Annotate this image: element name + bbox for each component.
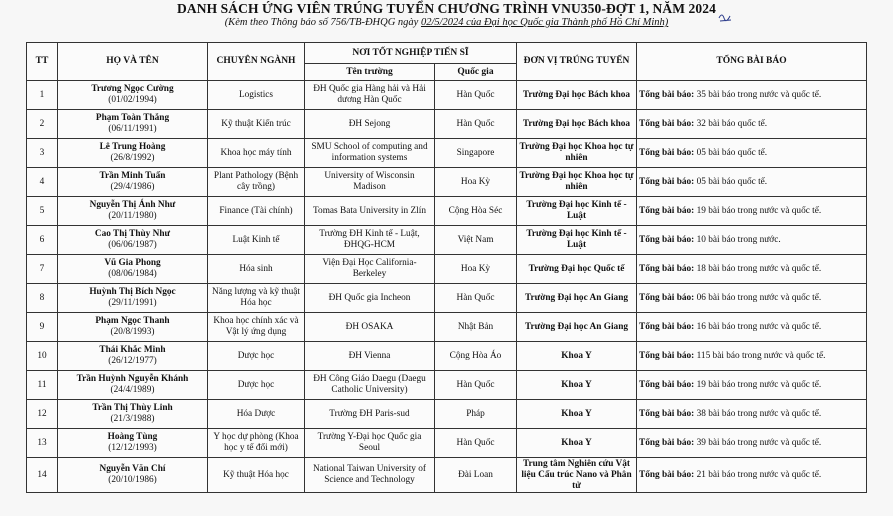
cell-name xyxy=(58,284,208,313)
candidate-dob: (06/06/1987) xyxy=(108,240,157,250)
cell-country: Nhật Bản xyxy=(435,313,517,342)
cell-unit: Khoa Y xyxy=(517,342,637,371)
cell-major: Hóa sinh xyxy=(208,255,305,284)
candidate-name: Cao Thị Thùy Như xyxy=(94,229,171,239)
total-value: 05 bài báo quốc tế. xyxy=(694,147,768,158)
table-row xyxy=(27,168,867,197)
cell-unit: Trung tâm Nghiên cứu Vật liệu Cấu trúc Nano và Phân tử xyxy=(517,458,637,493)
cell-country: Cộng Hòa Áo xyxy=(435,342,517,371)
cell-major: Plant Pathology (Bệnh cây trồng) xyxy=(208,168,305,197)
cell-major: Hóa Dược xyxy=(208,400,305,429)
cell-total xyxy=(637,313,867,342)
cell-major: Khoa học máy tính xyxy=(208,139,305,168)
cell-tt: 11 xyxy=(27,371,58,400)
table-row xyxy=(27,255,867,284)
cell-school: ĐH Vienna xyxy=(305,342,435,371)
signature-mark-icon xyxy=(718,12,732,24)
cell-unit: Trường Đại học Khoa học tự nhiên xyxy=(517,168,637,197)
cell-school: ĐH OSAKA xyxy=(305,313,435,342)
cell-country: Hàn Quốc xyxy=(435,371,517,400)
cell-school: Trường Y-Đại học Quốc gia Seoul xyxy=(305,429,435,458)
cell-total xyxy=(637,458,867,493)
cell-name xyxy=(58,400,208,429)
total-label: Tổng bài báo: xyxy=(639,350,695,361)
cell-tt: 7 xyxy=(27,255,58,284)
table-header-row xyxy=(27,43,867,64)
candidate-dob: (20/10/1986) xyxy=(108,475,157,485)
table-row xyxy=(27,110,867,139)
cell-total xyxy=(637,429,867,458)
cell-total xyxy=(637,400,867,429)
candidate-name: Lê Trung Hoàng xyxy=(99,142,166,152)
candidate-dob: (20/8/1993) xyxy=(110,327,155,337)
cell-unit: Trường Đại học Bách khoa xyxy=(517,81,637,110)
total-label: Tổng bài báo: xyxy=(639,321,695,332)
candidate-name: Trương Ngọc Cường xyxy=(91,84,174,94)
cell-unit: Trường Đại học Kinh tế - Luật xyxy=(517,197,637,226)
cell-tt: 1 xyxy=(27,81,58,110)
cell-unit: Khoa Y xyxy=(517,429,637,458)
header-tt: TT xyxy=(27,43,58,81)
header-country: Quốc gia xyxy=(435,64,517,81)
cell-name xyxy=(58,81,208,110)
table-row xyxy=(27,313,867,342)
subtitle-prefix: (Kèm theo Thông báo số 756/TB-ĐHQG ngày xyxy=(224,17,421,28)
cell-school: SMU School of computing and information systems xyxy=(305,139,435,168)
cell-total xyxy=(637,139,867,168)
total-label: Tổng bài báo: xyxy=(639,118,695,129)
cell-unit: Trường Đại học Bách khoa xyxy=(517,110,637,139)
cell-name xyxy=(58,313,208,342)
cell-school: Trường ĐH Paris-sud xyxy=(305,400,435,429)
total-label: Tổng bài báo: xyxy=(639,263,695,274)
cell-total xyxy=(637,110,867,139)
cell-major: Dược học xyxy=(208,342,305,371)
cell-major: Kỹ thuật Kiến trúc xyxy=(208,110,305,139)
cell-country: Hàn Quốc xyxy=(435,110,517,139)
subtitle-date: 02/5/2024 của Đại học Quốc gia Thành phố Hồ Chí Minh) xyxy=(420,17,669,28)
total-label: Tổng bài báo: xyxy=(639,379,695,390)
cell-name xyxy=(58,458,208,493)
cell-tt: 2 xyxy=(27,110,58,139)
table-row xyxy=(27,284,867,313)
total-value: 05 bài báo quốc tế. xyxy=(694,176,768,187)
candidate-name: Hoàng Tùng xyxy=(107,432,158,442)
candidate-dob: (21/3/1988) xyxy=(110,414,155,424)
table-row xyxy=(27,197,867,226)
cell-tt: 5 xyxy=(27,197,58,226)
cell-tt: 3 xyxy=(27,139,58,168)
table-row xyxy=(27,400,867,429)
candidate-dob: (26/12/1977) xyxy=(108,356,157,366)
candidate-name: Trần Minh Tuấn xyxy=(99,171,166,181)
candidate-dob: (06/11/1991) xyxy=(108,124,157,134)
cell-unit: Trường Đại học Khoa học tự nhiên xyxy=(517,139,637,168)
cell-major: Kỹ thuật Hóa học xyxy=(208,458,305,493)
header-school: Tên trường xyxy=(305,64,435,81)
cell-school: University of Wisconsin Madison xyxy=(305,168,435,197)
cell-tt: 10 xyxy=(27,342,58,371)
cell-country: Việt Nam xyxy=(435,226,517,255)
cell-tt: 14 xyxy=(27,458,58,493)
total-label: Tổng bài báo: xyxy=(639,437,695,448)
cell-name xyxy=(58,139,208,168)
cell-major: Luật Kinh tế xyxy=(208,226,305,255)
cell-country: Pháp xyxy=(435,400,517,429)
cell-country: Đài Loan xyxy=(435,458,517,493)
cell-school: ĐH Quốc gia Hàng hải và Hải dương Hàn Quốc xyxy=(305,81,435,110)
document-title: DANH SÁCH ỨNG VIÊN TRÚNG TUYỂN CHƯƠNG TRÌNH VNU350-ĐỢT 1, NĂM 2024 xyxy=(177,1,716,16)
total-label: Tổng bài báo: xyxy=(639,469,695,480)
total-value: 19 bài báo trong nước và quốc tế. xyxy=(694,379,822,390)
cell-total xyxy=(637,168,867,197)
cell-major: Finance (Tài chính) xyxy=(208,197,305,226)
candidate-dob: (24/4/1989) xyxy=(110,385,155,395)
cell-unit: Khoa Y xyxy=(517,400,637,429)
cell-unit: Trường Đại học An Giang xyxy=(517,313,637,342)
table-row xyxy=(27,429,867,458)
cell-country: Singapore xyxy=(435,139,517,168)
cell-total xyxy=(637,226,867,255)
total-value: 21 bài báo trong nước và quốc tế. xyxy=(694,469,822,480)
cell-major: Y học dự phòng (Khoa học y tế đổi mới) xyxy=(208,429,305,458)
table-row xyxy=(27,342,867,371)
total-value: 115 bài báo trong nước và quốc tế. xyxy=(694,350,826,361)
total-value: 19 bài báo trong nước và quốc tế. xyxy=(694,205,822,216)
candidate-name: Nguyễn Thị Ánh Như xyxy=(89,200,176,210)
cell-tt: 8 xyxy=(27,284,58,313)
cell-school: National Taiwan University of Science and Technology xyxy=(305,458,435,493)
total-label: Tổng bài báo: xyxy=(639,176,695,187)
cell-country: Hàn Quốc xyxy=(435,429,517,458)
cell-total xyxy=(637,197,867,226)
table-row xyxy=(27,458,867,493)
candidate-name: Huỳnh Thị Bích Ngọc xyxy=(89,287,176,297)
cell-name xyxy=(58,342,208,371)
cell-tt: 4 xyxy=(27,168,58,197)
cell-country: Hàn Quốc xyxy=(435,284,517,313)
total-value: 38 bài báo trong nước và quốc tế. xyxy=(694,408,822,419)
cell-name xyxy=(58,168,208,197)
total-value: 06 bài báo trong nước và quốc tế. xyxy=(694,292,822,303)
candidate-dob: (29/4/1986) xyxy=(110,182,155,192)
cell-name xyxy=(58,110,208,139)
cell-tt: 12 xyxy=(27,400,58,429)
candidate-table xyxy=(26,42,867,493)
candidate-dob: (12/12/1993) xyxy=(108,443,157,453)
candidate-dob: (20/11/1980) xyxy=(108,211,157,221)
cell-major: Năng lượng và kỹ thuật Hóa học xyxy=(208,284,305,313)
table-row xyxy=(27,139,867,168)
total-value: 10 bài báo trong nước. xyxy=(694,234,781,245)
cell-major: Logistics xyxy=(208,81,305,110)
candidate-dob: (01/02/1994) xyxy=(108,95,157,105)
candidate-dob: (08/06/1984) xyxy=(108,269,157,279)
cell-unit: Trường Đại học Kinh tế - Luật xyxy=(517,226,637,255)
total-value: 35 bài báo trong nước và quốc tế. xyxy=(694,89,822,100)
cell-unit: Trường Đại học Quốc tế xyxy=(517,255,637,284)
cell-total xyxy=(637,255,867,284)
cell-school: ĐH Công Giáo Daegu (Daegu Catholic University) xyxy=(305,371,435,400)
cell-school: ĐH Sejong xyxy=(305,110,435,139)
cell-school: Tomas Bata University in Zlín xyxy=(305,197,435,226)
cell-school: ĐH Quốc gia Incheon xyxy=(305,284,435,313)
candidate-name: Phạm Ngọc Thanh xyxy=(95,316,170,326)
cell-tt: 13 xyxy=(27,429,58,458)
header-major: CHUYÊN NGÀNH xyxy=(208,43,305,81)
cell-total xyxy=(637,371,867,400)
header-name: HỌ VÀ TÊN xyxy=(58,43,208,81)
cell-name xyxy=(58,226,208,255)
header-unit: ĐƠN VỊ TRÚNG TUYỂN xyxy=(517,43,637,81)
cell-school: Trường ĐH Kinh tế - Luật, ĐHQG-HCM xyxy=(305,226,435,255)
total-label: Tổng bài báo: xyxy=(639,234,695,245)
candidate-name: Trần Thị Thùy Linh xyxy=(92,403,173,413)
table-row xyxy=(27,81,867,110)
cell-country: Cộng Hòa Séc xyxy=(435,197,517,226)
cell-name xyxy=(58,255,208,284)
total-value: 18 bài báo trong nước và quốc tế. xyxy=(694,263,822,274)
candidate-name: Phạm Toàn Thắng xyxy=(95,113,170,123)
total-value: 32 bài báo quốc tế. xyxy=(694,118,768,129)
cell-unit: Khoa Y xyxy=(517,371,637,400)
cell-total xyxy=(637,284,867,313)
candidate-name: Thái Khắc Minh xyxy=(99,345,166,355)
cell-country: Hoa Kỳ xyxy=(435,168,517,197)
total-label: Tổng bài báo: xyxy=(639,89,695,100)
cell-major: Khoa học chính xác và Vật lý ứng dụng xyxy=(208,313,305,342)
cell-total xyxy=(637,342,867,371)
cell-unit: Trường Đại học An Giang xyxy=(517,284,637,313)
candidate-name: Vũ Gia Phong xyxy=(104,258,161,268)
cell-tt: 9 xyxy=(27,313,58,342)
cell-school: Viện Đại Học California- Berkeley xyxy=(305,255,435,284)
header-grad-group: NƠI TỐT NGHIỆP TIẾN SĨ xyxy=(305,43,517,64)
candidate-dob: (29/11/1991) xyxy=(108,298,157,308)
cell-major: Dược học xyxy=(208,371,305,400)
total-value: 16 bài báo trong nước và quốc tế. xyxy=(694,321,822,332)
total-label: Tổng bài báo: xyxy=(639,147,695,158)
table-row xyxy=(27,371,867,400)
cell-name xyxy=(58,371,208,400)
total-label: Tổng bài báo: xyxy=(639,408,695,419)
document-subtitle xyxy=(0,17,893,28)
candidate-name: Nguyễn Văn Chí xyxy=(99,464,166,474)
total-value: 39 bài báo trong nước và quốc tế. xyxy=(694,437,822,448)
cell-country: Hàn Quốc xyxy=(435,81,517,110)
cell-country: Hoa Kỳ xyxy=(435,255,517,284)
table-row xyxy=(27,226,867,255)
total-label: Tổng bài báo: xyxy=(639,205,695,216)
cell-name xyxy=(58,429,208,458)
candidate-name: Trần Huỳnh Nguyễn Khánh xyxy=(76,374,189,384)
cell-tt: 6 xyxy=(27,226,58,255)
cell-name xyxy=(58,197,208,226)
candidate-dob: (26/8/1992) xyxy=(110,153,155,163)
header-total: TỔNG BÀI BÁO xyxy=(637,43,867,81)
cell-total xyxy=(637,81,867,110)
total-label: Tổng bài báo: xyxy=(639,292,695,303)
